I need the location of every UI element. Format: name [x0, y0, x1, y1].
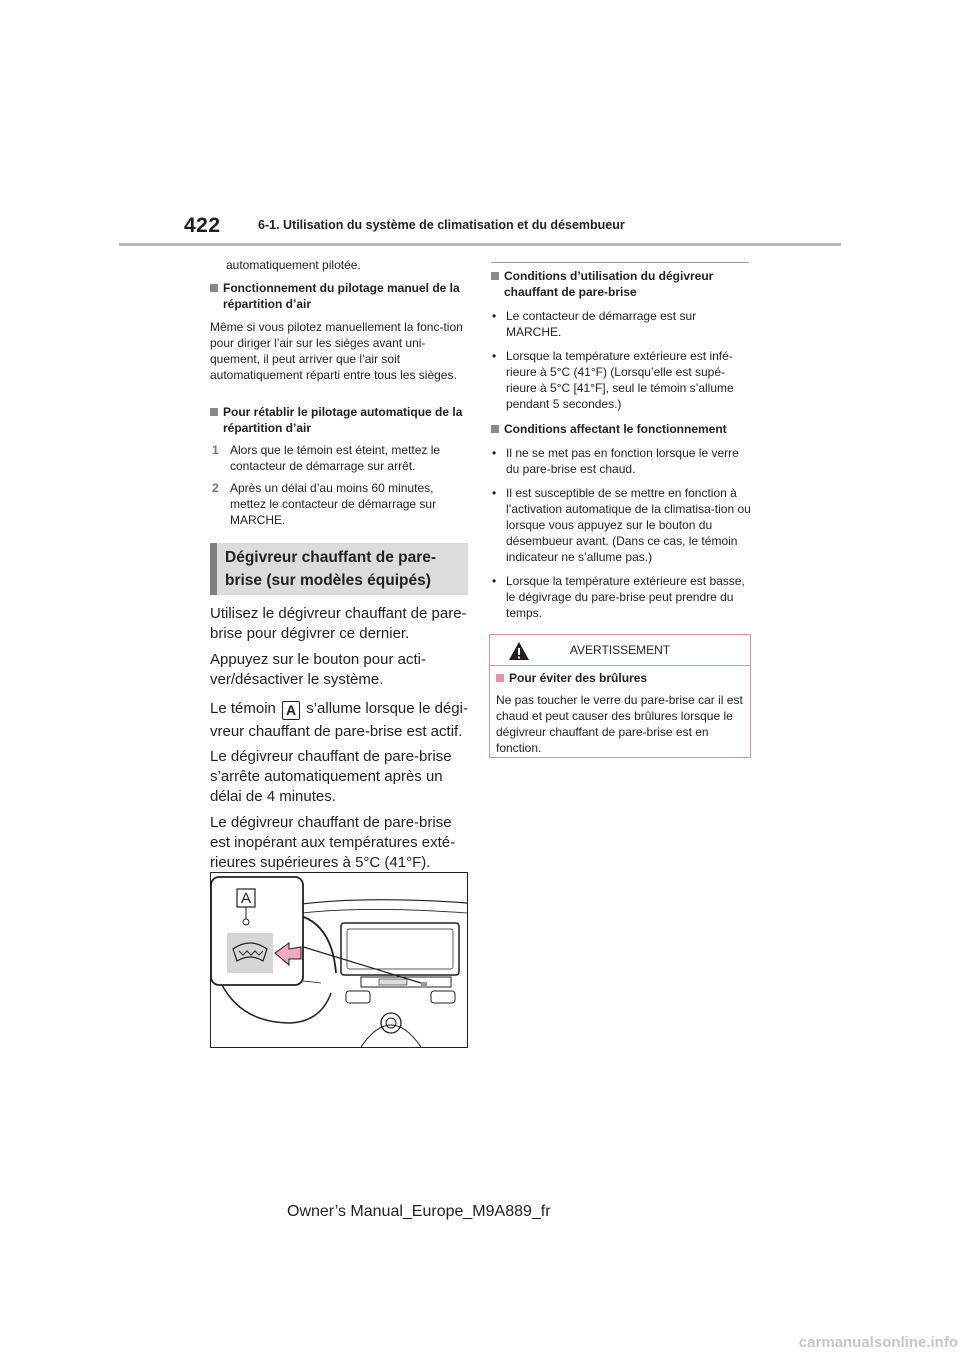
list-item: • Le contacteur de démarrage est sur MARCHE. — [492, 309, 697, 339]
defroster-text — [210, 604, 472, 873]
warning-body: Ne pas toucher le verre du pare-brise car il est chaud et peut causer des brûlures lorsque le dégivreur chauffant de pare-brise est en fonction. — [496, 693, 743, 755]
warning-title: AVERTISSEMENT — [569, 643, 671, 657]
restore-heading: Pour rétablir le pilotage automatique de la répartition d’air — [210, 404, 468, 436]
warning-heading: Pour éviter des brûlures — [496, 670, 744, 686]
para-auto-stop: Le dégivreur chauffant de pare-brise s’arrête automatiquement après un délai de 4 minutes. — [210, 748, 452, 805]
affect-heading: Conditions affectant le fonctionnement — [491, 421, 753, 437]
page-number: 422 — [184, 214, 221, 237]
restore-section — [210, 404, 468, 528]
section-title: 6-1. Utilisation du système de climatisation et du désembueur — [258, 218, 625, 232]
illus-label-a: A — [240, 890, 252, 907]
manual-heading: Fonctionnement du pilotage manuel de la répartition d’air — [210, 280, 468, 312]
step-1: 1 Alors que le témoin est éteint, mettez le contacteur de démarrage sur arrêt. — [212, 443, 441, 473]
right-column-rule — [491, 262, 749, 263]
intro-continuation: automatiquement pilotée. — [226, 258, 361, 272]
warning-header — [490, 635, 750, 666]
list-item: • Il est susceptible de se mettre en fonction à l’activation automatique de la climatisa-tion ou lorsque vous appuyez sur le bouton du désembueur avant. (Dans ce cas, le témoin indicateur ne s’allume pas.) — [492, 486, 751, 564]
para-indicator: Le témoin A s’allume lorsque le dégi-vreur chauffant de pare-brise est actif. — [210, 700, 468, 740]
warning-box — [489, 634, 751, 758]
defroster-heading-box: Dégivreur chauffant de pare- brise (sur modèles équipés) — [210, 543, 468, 595]
square-bullet-icon — [496, 674, 504, 682]
warning-triangle-icon — [508, 641, 530, 661]
square-bullet-icon — [210, 408, 218, 416]
square-bullet-icon — [491, 272, 499, 280]
para-inoperative: Le dégivreur chauffant de pare-brise est inopérant aux températures exté-rieures supérieures à 5°C (41°F). — [210, 814, 456, 871]
indicator-a-badge: A — [282, 701, 300, 720]
step-2: 2 Après un délai d’au moins 60 minutes, mettez le contacteur de démarrage sur MARCHE. — [212, 481, 437, 527]
list-item: • Lorsque la température extérieure est infé-rieure à 5°C (41°F) (Lorsqu’elle est supé-rieure à 5°C [41°F], seul le témoin s’allume pendant 5 secondes.) — [492, 349, 734, 411]
watermark: carmanualsonline.info — [798, 1334, 958, 1351]
dashboard-drawing — [211, 873, 467, 1047]
dashboard-illustration — [210, 872, 468, 1048]
list-item: • Lorsque la température extérieure est basse, le dégivrage du pare-brise peut prendre du temps. — [492, 574, 745, 620]
manual-section — [210, 280, 468, 383]
footer-text: Owner’s Manual_Europe_M9A889_fr — [287, 1203, 551, 1220]
square-bullet-icon — [491, 425, 499, 433]
manual-body: Même si vous pilotez manuellement la fonc-tion pour diriger l’air sur les sièges avant uni-quement, il peut arriver que l’air soit automatiquement réparti entre tous les sièges. — [210, 320, 463, 382]
para-use: Utilisez le dégivreur chauffant de pare-brise pour dégivrer ce dernier. — [210, 605, 467, 642]
header-rule — [119, 243, 841, 246]
conditions-heading: Conditions d’utilisation du dégivreur chauffant de pare-brise — [491, 268, 753, 300]
para-press: Appuyez sur le bouton pour acti-ver/désactiver le système. — [210, 651, 426, 688]
square-bullet-icon — [210, 284, 218, 292]
list-item: • Il ne se met pas en fonction lorsque le verre du pare-brise est chaud. — [492, 446, 739, 476]
right-section — [491, 268, 753, 621]
